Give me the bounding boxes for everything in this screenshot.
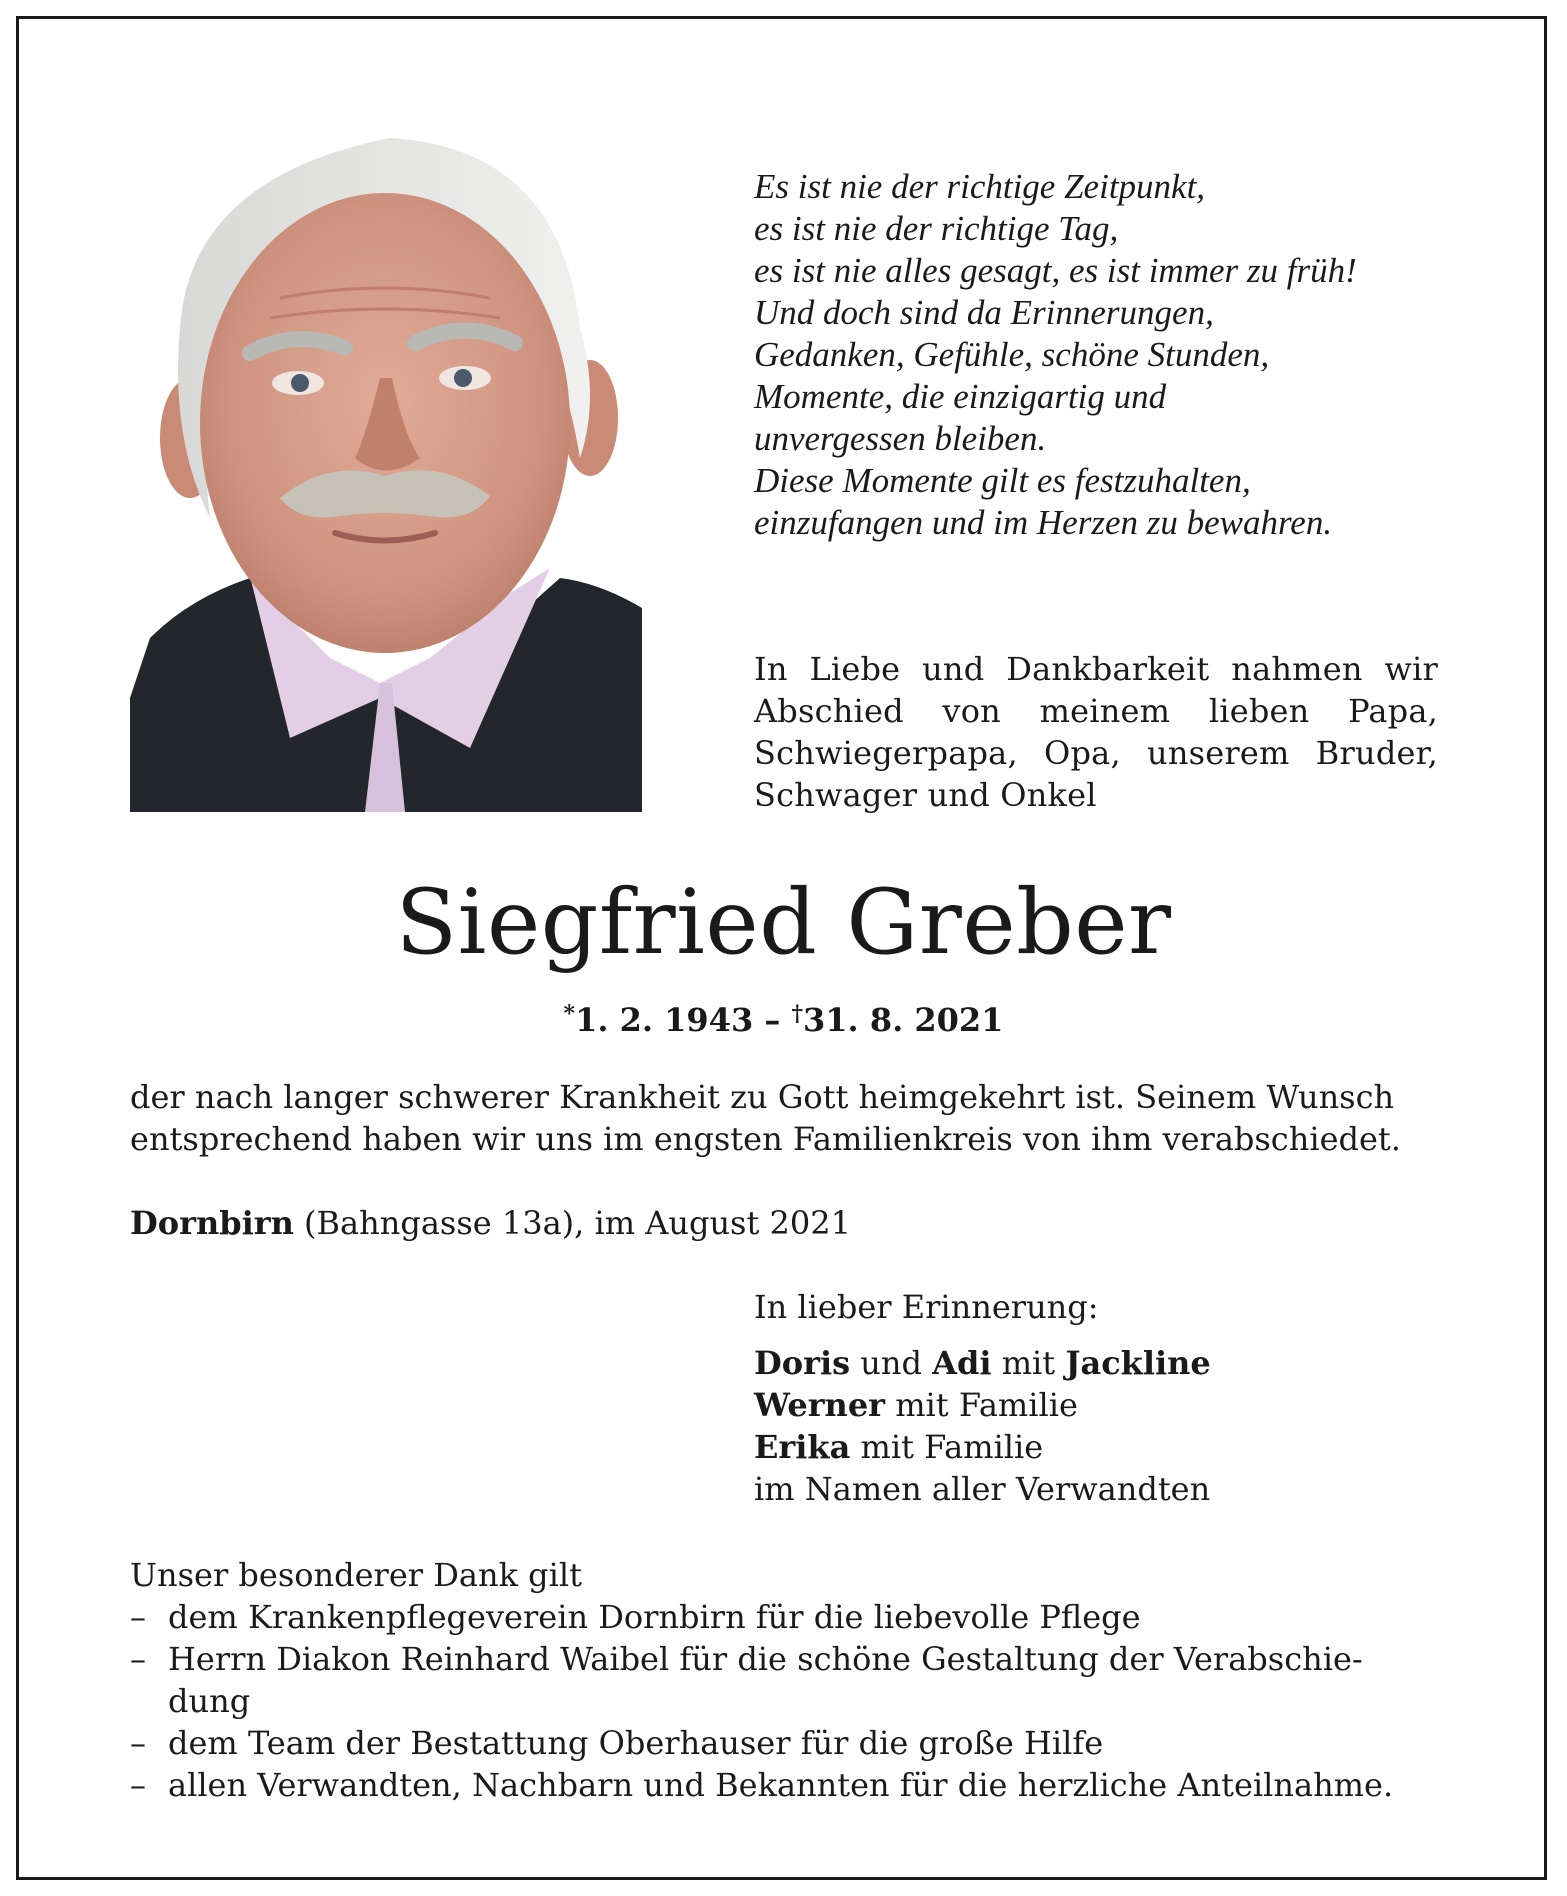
mourner-connector: und bbox=[850, 1344, 933, 1382]
mourner-connector: mit Familie bbox=[885, 1386, 1078, 1424]
thanks-item-text: dem Krankenpflegeverein Dornbirn für die liebevolle Pflege bbox=[168, 1598, 1141, 1636]
poem-line: einzufangen und im Herzen zu bewahren. bbox=[754, 503, 1333, 542]
poem-line: Gedanken, Gefühle, schöne Stunden, bbox=[754, 335, 1270, 374]
poem-line: Und doch sind da Erinnerungen, bbox=[754, 293, 1214, 332]
mourner-name: Doris bbox=[754, 1344, 851, 1382]
poem-line: Momente, die einzigartig und bbox=[754, 377, 1167, 416]
mourner-name: Erika bbox=[754, 1428, 851, 1466]
announcement-line: der nach langer schwerer Krankheit zu Gott heimgekehrt ist. Seinem Wunsch bbox=[130, 1078, 1395, 1116]
thanks-item bbox=[130, 1764, 1440, 1806]
mourners-block bbox=[754, 1286, 1211, 1510]
thanks-item bbox=[130, 1638, 1440, 1722]
intro-line: Abschied von meinem lieben Papa, bbox=[754, 692, 1438, 730]
list-dash: – bbox=[130, 1724, 146, 1762]
intro-paragraph bbox=[754, 648, 1438, 816]
poem-line: es ist nie alles gesagt, es ist immer zu früh! bbox=[754, 251, 1357, 290]
deceased-name: Siegfried Greber bbox=[395, 870, 1172, 975]
place-details: (Bahngasse 13a), im August 2021 bbox=[293, 1204, 851, 1242]
date-separator: – bbox=[753, 1001, 792, 1039]
mourner-connector: mit Familie bbox=[850, 1428, 1044, 1466]
portrait-photo bbox=[130, 138, 642, 812]
thanks-item-text: allen Verwandten, Nachbarn und Bekannten für die herzliche Anteilnahme. bbox=[168, 1766, 1394, 1804]
birth-date: 1. 2. 1943 bbox=[575, 1001, 754, 1039]
mourner-line bbox=[754, 1426, 1211, 1468]
mourners-heading: In lieber Erinnerung: bbox=[754, 1288, 1099, 1326]
intro-line: In Liebe und Dankbarkeit nahmen wir bbox=[754, 650, 1438, 688]
mourner-line bbox=[754, 1342, 1211, 1384]
poem-line: es ist nie der richtige Tag, bbox=[754, 209, 1119, 248]
announcement-line: entsprechend haben wir uns im engsten Familienkreis von ihm verabschiedet. bbox=[130, 1120, 1401, 1158]
announcement-text bbox=[130, 1076, 1440, 1160]
place-and-date bbox=[130, 1202, 851, 1244]
intro-line: Schwiegerpapa, Opa, unserem Bruder, bbox=[754, 734, 1438, 772]
list-dash: – bbox=[130, 1640, 146, 1678]
birth-symbol: * bbox=[563, 1001, 576, 1027]
mourner-line: im Namen aller Verwandten bbox=[754, 1470, 1211, 1508]
mourner-connector: mit bbox=[991, 1344, 1066, 1382]
life-dates bbox=[0, 994, 1567, 1040]
mourner-line bbox=[754, 1384, 1211, 1426]
thanks-item-text: Herrn Diakon Reinhard Waibel für die schöne Gestaltung der Verabschie- bbox=[168, 1640, 1363, 1678]
thanks-item-text: dem Team der Bestattung Oberhauser für die große Hilfe bbox=[168, 1724, 1104, 1762]
mourner-name: Jackline bbox=[1065, 1344, 1211, 1382]
poem-line: Es ist nie der richtige Zeitpunkt, bbox=[754, 167, 1206, 206]
mourner-name: Werner bbox=[754, 1386, 886, 1424]
death-date: 31. 8. 2021 bbox=[803, 1001, 1004, 1039]
list-dash: – bbox=[130, 1766, 146, 1804]
intro-line: Schwager und Onkel bbox=[754, 776, 1097, 814]
thanks-section bbox=[130, 1554, 1440, 1806]
thanks-heading: Unser besonderer Dank gilt bbox=[130, 1556, 582, 1594]
poem-line: unvergessen bleiben. bbox=[754, 419, 1047, 458]
death-symbol: † bbox=[791, 1001, 804, 1027]
thanks-item-continuation: dung bbox=[168, 1682, 251, 1720]
poem bbox=[754, 166, 1454, 544]
thanks-item bbox=[130, 1722, 1440, 1764]
mourner-name: Adi bbox=[932, 1344, 992, 1382]
thanks-item bbox=[130, 1596, 1440, 1638]
list-dash: – bbox=[130, 1598, 146, 1636]
place-city: Dornbirn bbox=[130, 1204, 294, 1242]
poem-line: Diese Momente gilt es festzuhalten, bbox=[754, 461, 1251, 500]
